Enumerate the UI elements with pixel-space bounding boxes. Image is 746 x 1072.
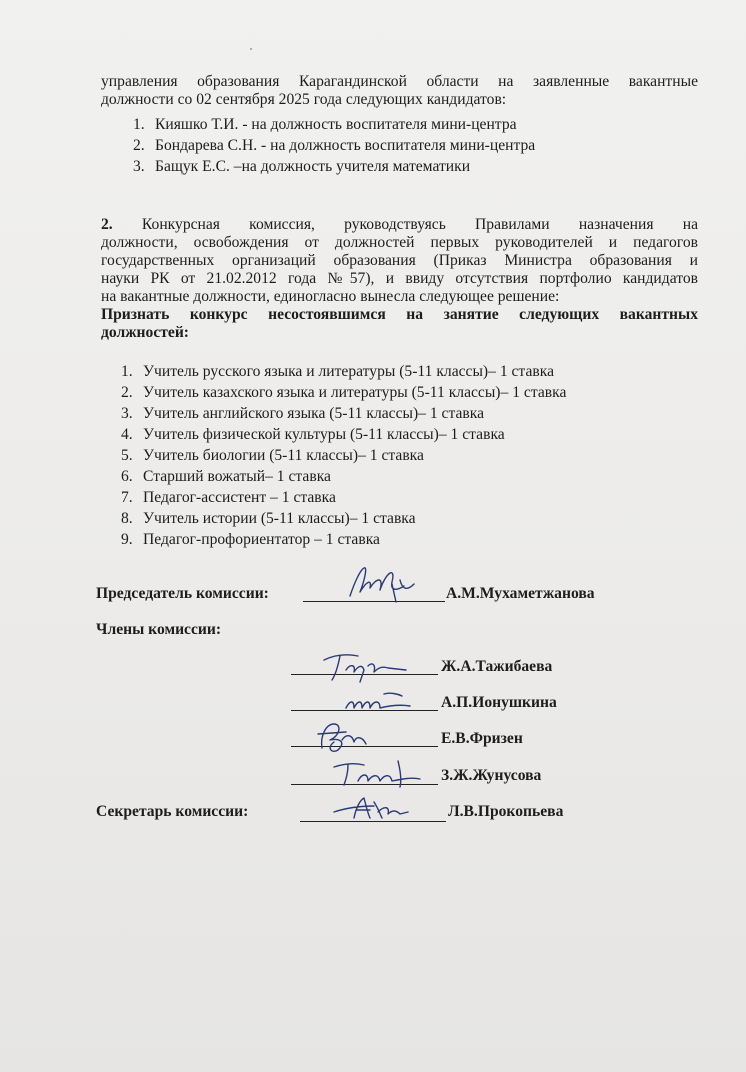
section-2-line-5: на вакантные должности, единогласно вынесла следующее решение: bbox=[101, 288, 560, 305]
decision-line-1: Признать конкурс несостоявшимся на занятие следующих вакантных bbox=[101, 306, 698, 323]
chair-signature bbox=[340, 562, 430, 607]
secretary-label: Секретарь комиссии: bbox=[96, 803, 249, 820]
candidates-list bbox=[133, 114, 535, 177]
member-name: Ж.А.Тажибаева bbox=[441, 658, 553, 675]
list-item: 1. Кияшко Т.И. - на должность воспитателя мини-центра bbox=[133, 116, 517, 133]
list-item: 8. Учитель истории (5-11 классы)– 1 ставка bbox=[121, 510, 416, 527]
list-item: 1. Учитель русского языка и литературы (5-11 классы)– 1 ставка bbox=[121, 363, 554, 380]
member-signature bbox=[318, 646, 418, 686]
intro-line-1: управления образования Карагандинской области на заявленные вакантные bbox=[101, 73, 698, 90]
list-item: 4. Учитель физической культуры (5-11 классы)– 1 ставка bbox=[121, 426, 505, 443]
chair-name: А.М.Мухаметжанова bbox=[446, 585, 595, 602]
section-2-line-3: государственных организаций образования (Приказ Министра образования и bbox=[101, 252, 698, 269]
secretary-signature bbox=[330, 790, 420, 826]
decision-line-2: должностей: bbox=[101, 324, 189, 341]
list-item: 3. Учитель английского языка (5-11 классы)– 1 ставка bbox=[121, 405, 485, 422]
member-signature bbox=[340, 684, 420, 720]
secretary-name: Л.В.Прокопьева bbox=[448, 803, 564, 820]
list-item: 6. Старший вожатый– 1 ставка bbox=[121, 468, 331, 485]
intro-paragraph bbox=[101, 73, 698, 109]
section-2-line-1: 2. Конкурсная комиссия, руководствуясь Правилами назначения на bbox=[101, 216, 698, 233]
list-item: 3. Бащук Е.С. –на должность учителя математики bbox=[133, 158, 471, 175]
list-item: 2. Бондарева С.Н. - на должность воспитателя мини-центра bbox=[133, 137, 536, 154]
paper-speck bbox=[250, 48, 252, 50]
intro-line-2: должности со 02 сентября 2025 года следующих кандидатов: bbox=[101, 91, 507, 108]
member-name: З.Ж.Жунусова bbox=[441, 767, 542, 784]
section-2-paragraph bbox=[101, 216, 698, 342]
list-item: 7. Педагог-ассистент – 1 ставка bbox=[121, 489, 336, 506]
member-name: А.П.Ионушкина bbox=[441, 694, 557, 711]
list-item: 2. Учитель казахского языка и литературы (5-11 классы)– 1 ставка bbox=[121, 384, 567, 401]
list-item: 5. Учитель биологии (5-11 классы)– 1 ставка bbox=[121, 447, 424, 464]
section-2-line-2: должности, освобождения от должностей первых руководителей и педагогов bbox=[101, 234, 698, 251]
member-signature bbox=[328, 755, 428, 791]
list-item: 9. Педагог-профориентатор – 1 ставка bbox=[121, 531, 380, 548]
member-signature bbox=[312, 718, 372, 758]
vacancies-list bbox=[121, 361, 566, 550]
chair-label: Председатель комиссии: bbox=[96, 585, 269, 602]
section-2-line-4: науки РК от 21.02.2012 года №57), и ввиду отсутствия портфолио кандидатов bbox=[101, 270, 698, 287]
member-name: Е.В.Фризен bbox=[441, 730, 523, 747]
section-number: 2. bbox=[101, 216, 113, 233]
members-label: Члены комиссии: bbox=[96, 621, 222, 638]
